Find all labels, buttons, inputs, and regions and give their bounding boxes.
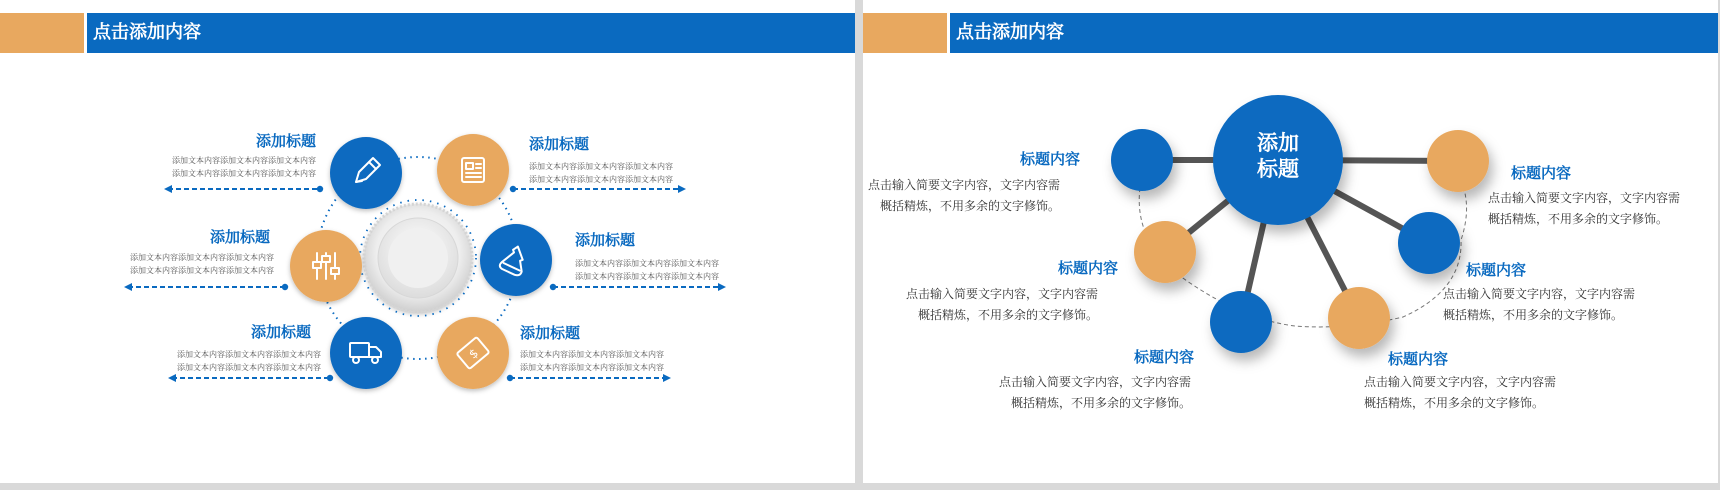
topic-title-1: 标题内容 (1020, 150, 1081, 168)
center-gear-icon (364, 204, 472, 312)
node-truck (330, 317, 402, 389)
item-text-1: 添加文本内容添加文本内容添加文本内容 添加文本内容添加文本内容添加文本内容 (172, 156, 316, 178)
topic-title-5: 标题内容 (1466, 261, 1527, 279)
item-text-3: 添加文本内容添加文本内容添加文本内容 添加文本内容添加文本内容添加文本内容 (130, 253, 274, 275)
hub-title: 添加 标题 (1257, 131, 1299, 181)
topic-text-1: 点击输入简要文字内容，文字内容需 概括精炼，不用多余的文字修饰。 (867, 178, 1060, 213)
item-title-1: 添加标题 (256, 132, 317, 150)
node-4 (1328, 287, 1390, 349)
node-pencil (330, 137, 402, 209)
topic-title-3: 标题内容 (1134, 348, 1195, 366)
node-3 (1210, 291, 1272, 353)
arrow-head-3 (124, 283, 132, 291)
node-6 (1427, 130, 1489, 192)
header-title: 点击添加内容 (956, 22, 1064, 43)
topic-title-4: 标题内容 (1388, 350, 1449, 368)
header-title: 点击添加内容 (93, 22, 201, 43)
slide-left (0, 0, 855, 483)
topic-text-4: 点击输入简要文字内容，文字内容需 概括精炼，不用多余的文字修饰。 (1364, 375, 1557, 410)
node-5 (1398, 212, 1460, 274)
item-title-6: 添加标题 (520, 324, 581, 342)
arrow-head-1 (164, 185, 172, 193)
item-title-4: 添加标题 (575, 231, 636, 249)
slide-right (863, 0, 1718, 483)
item-title-5: 添加标题 (251, 323, 312, 341)
arrow-head-4 (718, 283, 726, 291)
item-title-3: 添加标题 (210, 228, 271, 246)
item-text-2: 添加文本内容添加文本内容添加文本内容 添加文本内容添加文本内容添加文本内容 (529, 162, 673, 184)
svg-text:$: $ (466, 345, 482, 362)
node-1 (1111, 129, 1173, 191)
topic-text-6: 点击输入简要文字内容，文字内容需 概括精炼，不用多余的文字修饰。 (1488, 191, 1681, 226)
sliders-icon (313, 253, 339, 279)
circle-diagram (0, 0, 855, 483)
topic-title-6: 标题内容 (1511, 164, 1572, 182)
topic-text-3: 点击输入简要文字内容，文字内容需 概括精炼，不用多余的文字修饰。 (998, 375, 1191, 410)
hub-diagram (863, 0, 1718, 483)
item-text-6: 添加文本内容添加文本内容添加文本内容 添加文本内容添加文本内容添加文本内容 (520, 350, 664, 372)
node-flask (480, 224, 552, 296)
item-text-5: 添加文本内容添加文本内容添加文本内容 添加文本内容添加文本内容添加文本内容 (177, 350, 321, 372)
topic-text-2: 点击输入简要文字内容，文字内容需 概括精炼，不用多余的文字修饰。 (905, 287, 1098, 322)
topic-text-5: 点击输入简要文字内容，文字内容需 概括精炼，不用多余的文字修饰。 (1443, 287, 1636, 322)
item-title-2: 添加标题 (529, 135, 590, 153)
topic-title-2: 标题内容 (1058, 259, 1119, 277)
arrow-head-2 (678, 185, 686, 193)
node-2 (1134, 221, 1196, 283)
item-text-4: 添加文本内容添加文本内容添加文本内容 添加文本内容添加文本内容添加文本内容 (575, 259, 719, 281)
arrow-head-6 (663, 374, 671, 382)
arrow-head-5 (168, 374, 176, 382)
